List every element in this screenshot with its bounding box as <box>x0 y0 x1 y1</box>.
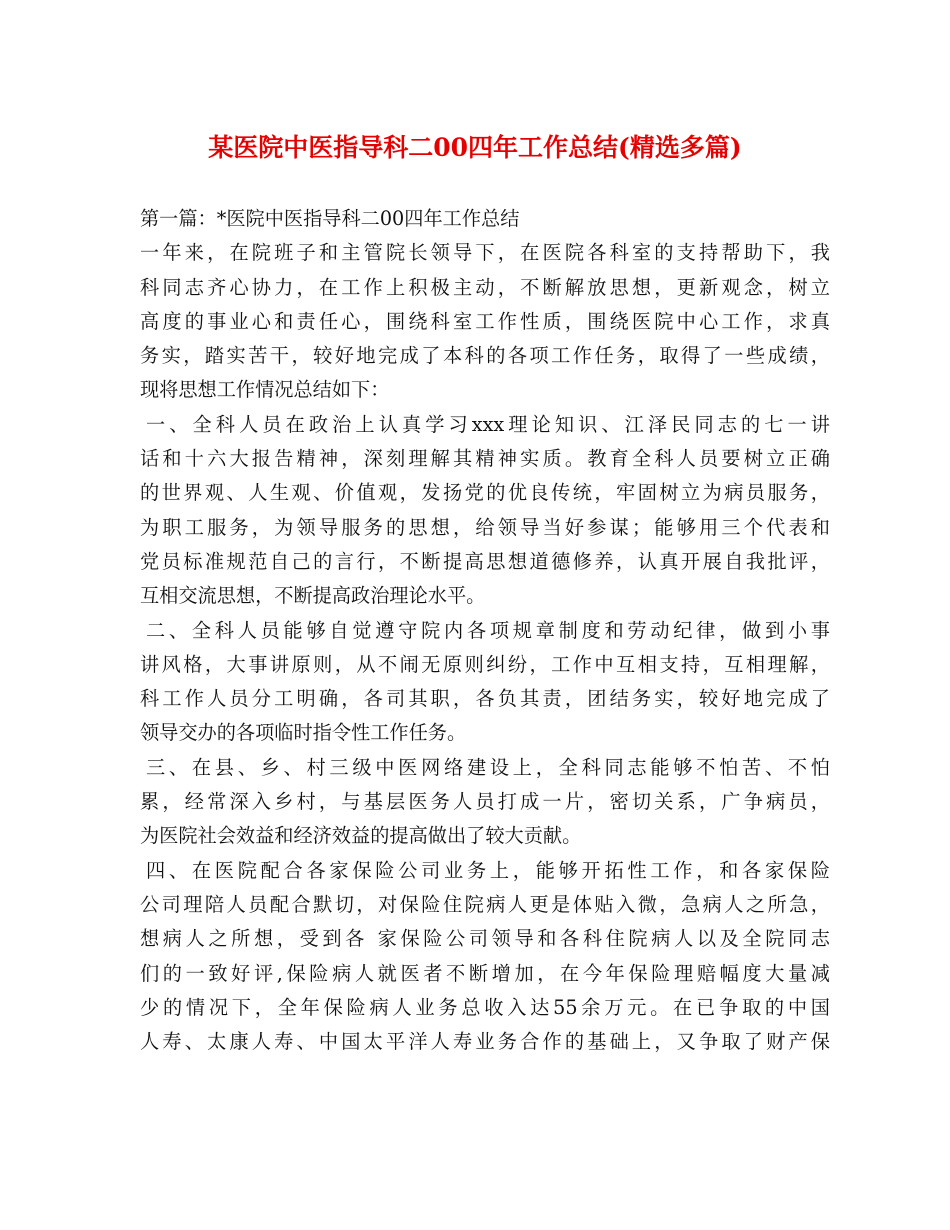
body-line: 人寿、太康人寿、中国太平洋人寿业务合作的基础上，又争取了财产保 <box>140 1030 830 1054</box>
body-line: 科工作人员分工明确，各司其职，各负其责，团结务实，较好地完成了 <box>140 687 830 711</box>
body-line: 二、全科人员能够自觉遵守院内各项规章制度和劳动纪律，做到小事 <box>146 618 830 642</box>
section-heading: 第一篇：*医院中医指导科二00四年工作总结 <box>140 207 520 230</box>
document-title: 某医院中医指导科二00四年工作总结(精选多篇) <box>208 133 742 162</box>
body-line: 务实，踏实苦干，较好地完成了本科的各项工作任务，取得了一些成绩， <box>140 344 830 368</box>
body-line: 互相交流思想，不断提高政治理论水平。 <box>140 584 486 608</box>
body-line: 一、全科人员在政治上认真学习xxx理论知识、江泽民同志的七一讲 <box>146 412 830 436</box>
body-line: 三、在县、乡、村三级中医网络建设上，全科同志能够不怕苦、不怕 <box>146 755 830 779</box>
document-body <box>140 202 830 1059</box>
body-line: 科同志齐心协力，在工作上积极主动，不断解放思想，更新观念，树立 <box>140 275 830 299</box>
body-line: 话和十六大报告精神，深刻理解其精神实质。教育全科人员要树立正确 <box>140 447 830 471</box>
body-line: 为医院社会效益和经济效益的提高做出了较大贡献。 <box>140 824 582 848</box>
body-line: 想病人之所想，受到各 家保险公司领导和各科住院病人以及全院同志 <box>140 927 830 951</box>
body-line: 现将思想工作情况总结如下： <box>140 378 390 402</box>
body-line: 少的情况下，全年保险病人业务总收入达55余万元。在已争取的中国 <box>140 995 830 1019</box>
body-line: 的世界观、人生观、价值观，发扬党的优良传统，牢固树立为病员服务， <box>140 481 830 505</box>
body-line: 讲风格，大事讲原则，从不闹无原则纠纷，工作中互相支持，互相理解， <box>140 652 830 676</box>
body-line: 们的一致好评,保险病人就医者不断增加，在今年保险理赔幅度大量减 <box>140 961 830 985</box>
body-line: 高度的事业心和责任心，围绕科室工作性质，围绕医院中心工作，求真 <box>140 309 830 333</box>
body-line: 党员标准规范自己的言行，不断提高思想道德修养，认真开展自我批评， <box>140 549 830 573</box>
body-line: 四、在医院配合各家保险公司业务上，能够开拓性工作，和各家保险 <box>146 858 830 882</box>
body-line: 累，经常深入乡村，与基层医务人员打成一片，密切关系，广争病员， <box>140 790 830 814</box>
body-line: 为职工服务，为领导服务的思想，给领导当好参谋；能够用三个代表和 <box>140 515 830 539</box>
body-line: 一年来，在院班子和主管院长领导下，在医院各科室的支持帮助下，我 <box>140 241 830 265</box>
body-line: 领导交办的各项临时指令性工作任务。 <box>140 721 467 745</box>
body-line: 公司理陪人员配合默切，对保险住院病人更是体贴入微，急病人之所急， <box>140 892 830 916</box>
